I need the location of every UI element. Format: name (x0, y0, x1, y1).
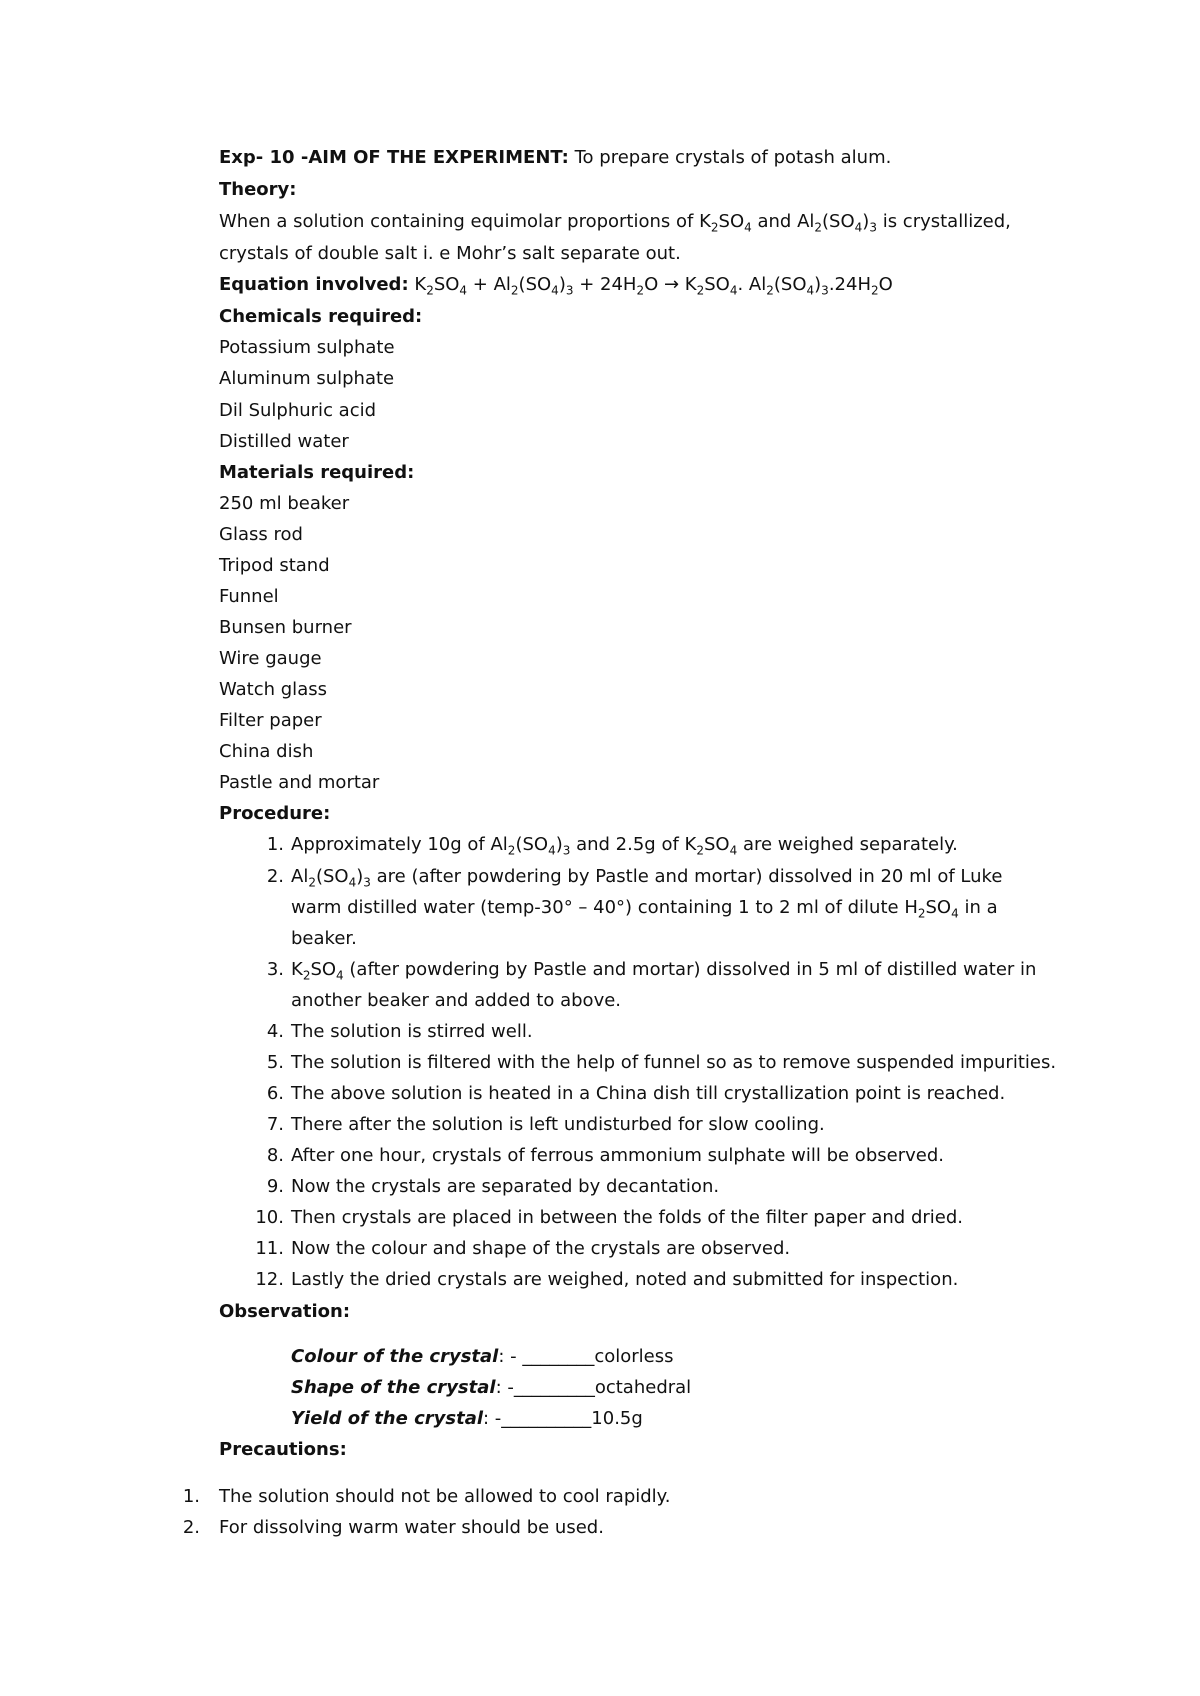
chemical-item: Dil Sulphuric acid (219, 400, 377, 421)
colour-label: Colour of the crystal (291, 1346, 499, 1367)
step-number: 11. (255, 1238, 284, 1259)
procedure-step-3-cont: another beaker and added to above. (291, 990, 622, 1011)
yield-value: : -__________10.5g (483, 1408, 643, 1429)
procedure-step-2: $Al_2(SO_4)_3$ are (after powdering by Pastle and mortar) dissolved in 20 ml of Luke (291, 866, 1003, 890)
equation-label: Equation involved: (219, 274, 409, 295)
observation-yield (291, 1408, 643, 1430)
procedure-step-2-cont: warm distilled water (temp-30° – 40°) containing 1 to 2 ml of dilute $H_2SO_4$ in a (291, 897, 998, 921)
theory-line-1: When a solution containing equimolar proportions of $K_2SO_4$ and $Al_2(SO_4)_3$ is crystallized, (219, 211, 1011, 235)
step-number: 4. (266, 1021, 284, 1042)
procedure-step-4: The solution is stirred well. (291, 1021, 533, 1042)
chemical-item: Distilled water (219, 431, 349, 452)
material-item: Glass rod (219, 524, 303, 545)
procedure-step-11: Now the colour and shape of the crystals are observed. (291, 1238, 791, 1259)
precautions-heading: Precautions: (219, 1439, 347, 1460)
material-item: Wire gauge (219, 648, 322, 669)
precaution-number: 1. (182, 1486, 200, 1507)
chemical-item: Aluminum sulphate (219, 368, 395, 389)
materials-heading: Materials required: (219, 462, 415, 483)
shape-value: : -_________octahedral (495, 1377, 692, 1398)
chemical-item: Potassium sulphate (219, 337, 395, 358)
step-number: 3. (266, 959, 284, 980)
aim-text: To prepare crystals of potash alum. (568, 147, 892, 168)
step-number: 10. (255, 1207, 284, 1228)
precaution-number: 2. (182, 1517, 200, 1538)
theory-heading: Theory: (219, 179, 297, 200)
procedure-step-2-cont: beaker. (291, 928, 357, 949)
material-item: Bunsen burner (219, 617, 352, 638)
equation-line: Equation involved: $K_2SO_4 + Al_2(SO_4)_3 + 24H_2O \to K_2SO_4$. $Al_2(SO_4)_3.24H_2O$ (219, 274, 893, 298)
procedure-step-8: After one hour, crystals of ferrous ammonium sulphate will be observed. (291, 1145, 944, 1166)
material-item: Pastle and mortar (219, 772, 380, 793)
colour-value: : - ________colorless (498, 1346, 674, 1367)
step-number: 8. (266, 1145, 284, 1166)
material-item: Tripod stand (219, 555, 330, 576)
procedure-step-7: There after the solution is left undisturbed for slow cooling. (291, 1114, 825, 1135)
step-number: 7. (266, 1114, 284, 1135)
shape-label: Shape of the crystal (291, 1377, 496, 1398)
step-number: 12. (255, 1269, 284, 1290)
material-item: Filter paper (219, 710, 322, 731)
chemicals-heading: Chemicals required: (219, 306, 423, 327)
procedure-step-1: Approximately 10g of $Al_2(SO_4)_3$ and 2.5g of $K_2SO_4$ are weighed separately. (291, 834, 958, 858)
precaution-item: The solution should not be allowed to cool rapidly. (219, 1486, 671, 1507)
procedure-step-5: The solution is filtered with the help of funnel so as to remove suspended impurities. (291, 1052, 1057, 1073)
step-number: 5. (266, 1052, 284, 1073)
material-item: Funnel (219, 586, 279, 607)
procedure-step-10: Then crystals are placed in between the folds of the filter paper and dried. (291, 1207, 963, 1228)
material-item: 250 ml beaker (219, 493, 350, 514)
step-number: 6. (266, 1083, 284, 1104)
material-item: Watch glass (219, 679, 327, 700)
yield-label: Yield of the crystal (291, 1408, 484, 1429)
procedure-step-9: Now the crystals are separated by decantation. (291, 1176, 720, 1197)
observation-heading: Observation: (219, 1301, 351, 1322)
theory-line-2: crystals of double salt i. e Mohr’s salt separate out. (219, 243, 681, 264)
procedure-step-3: $K_2SO_4$ (after powdering by Pastle and mortar) dissolved in 5 ml of distilled water in (291, 959, 1037, 983)
procedure-step-12: Lastly the dried crystals are weighed, noted and submitted for inspection. (291, 1269, 959, 1290)
step-number: 9. (266, 1176, 284, 1197)
material-item: China dish (219, 741, 314, 762)
procedure-heading: Procedure: (219, 803, 331, 824)
observation-colour (291, 1346, 674, 1368)
observation-shape (291, 1377, 691, 1399)
procedure-step-6: The above solution is heated in a China dish till crystallization point is reached. (291, 1083, 1006, 1104)
step-number: 1. (266, 834, 284, 855)
experiment-label: Exp- 10 -AIM OF THE EXPERIMENT: (219, 147, 569, 168)
step-number: 2. (266, 866, 284, 887)
precaution-item: For dissolving warm water should be used. (219, 1517, 604, 1538)
aim-line (219, 147, 891, 169)
